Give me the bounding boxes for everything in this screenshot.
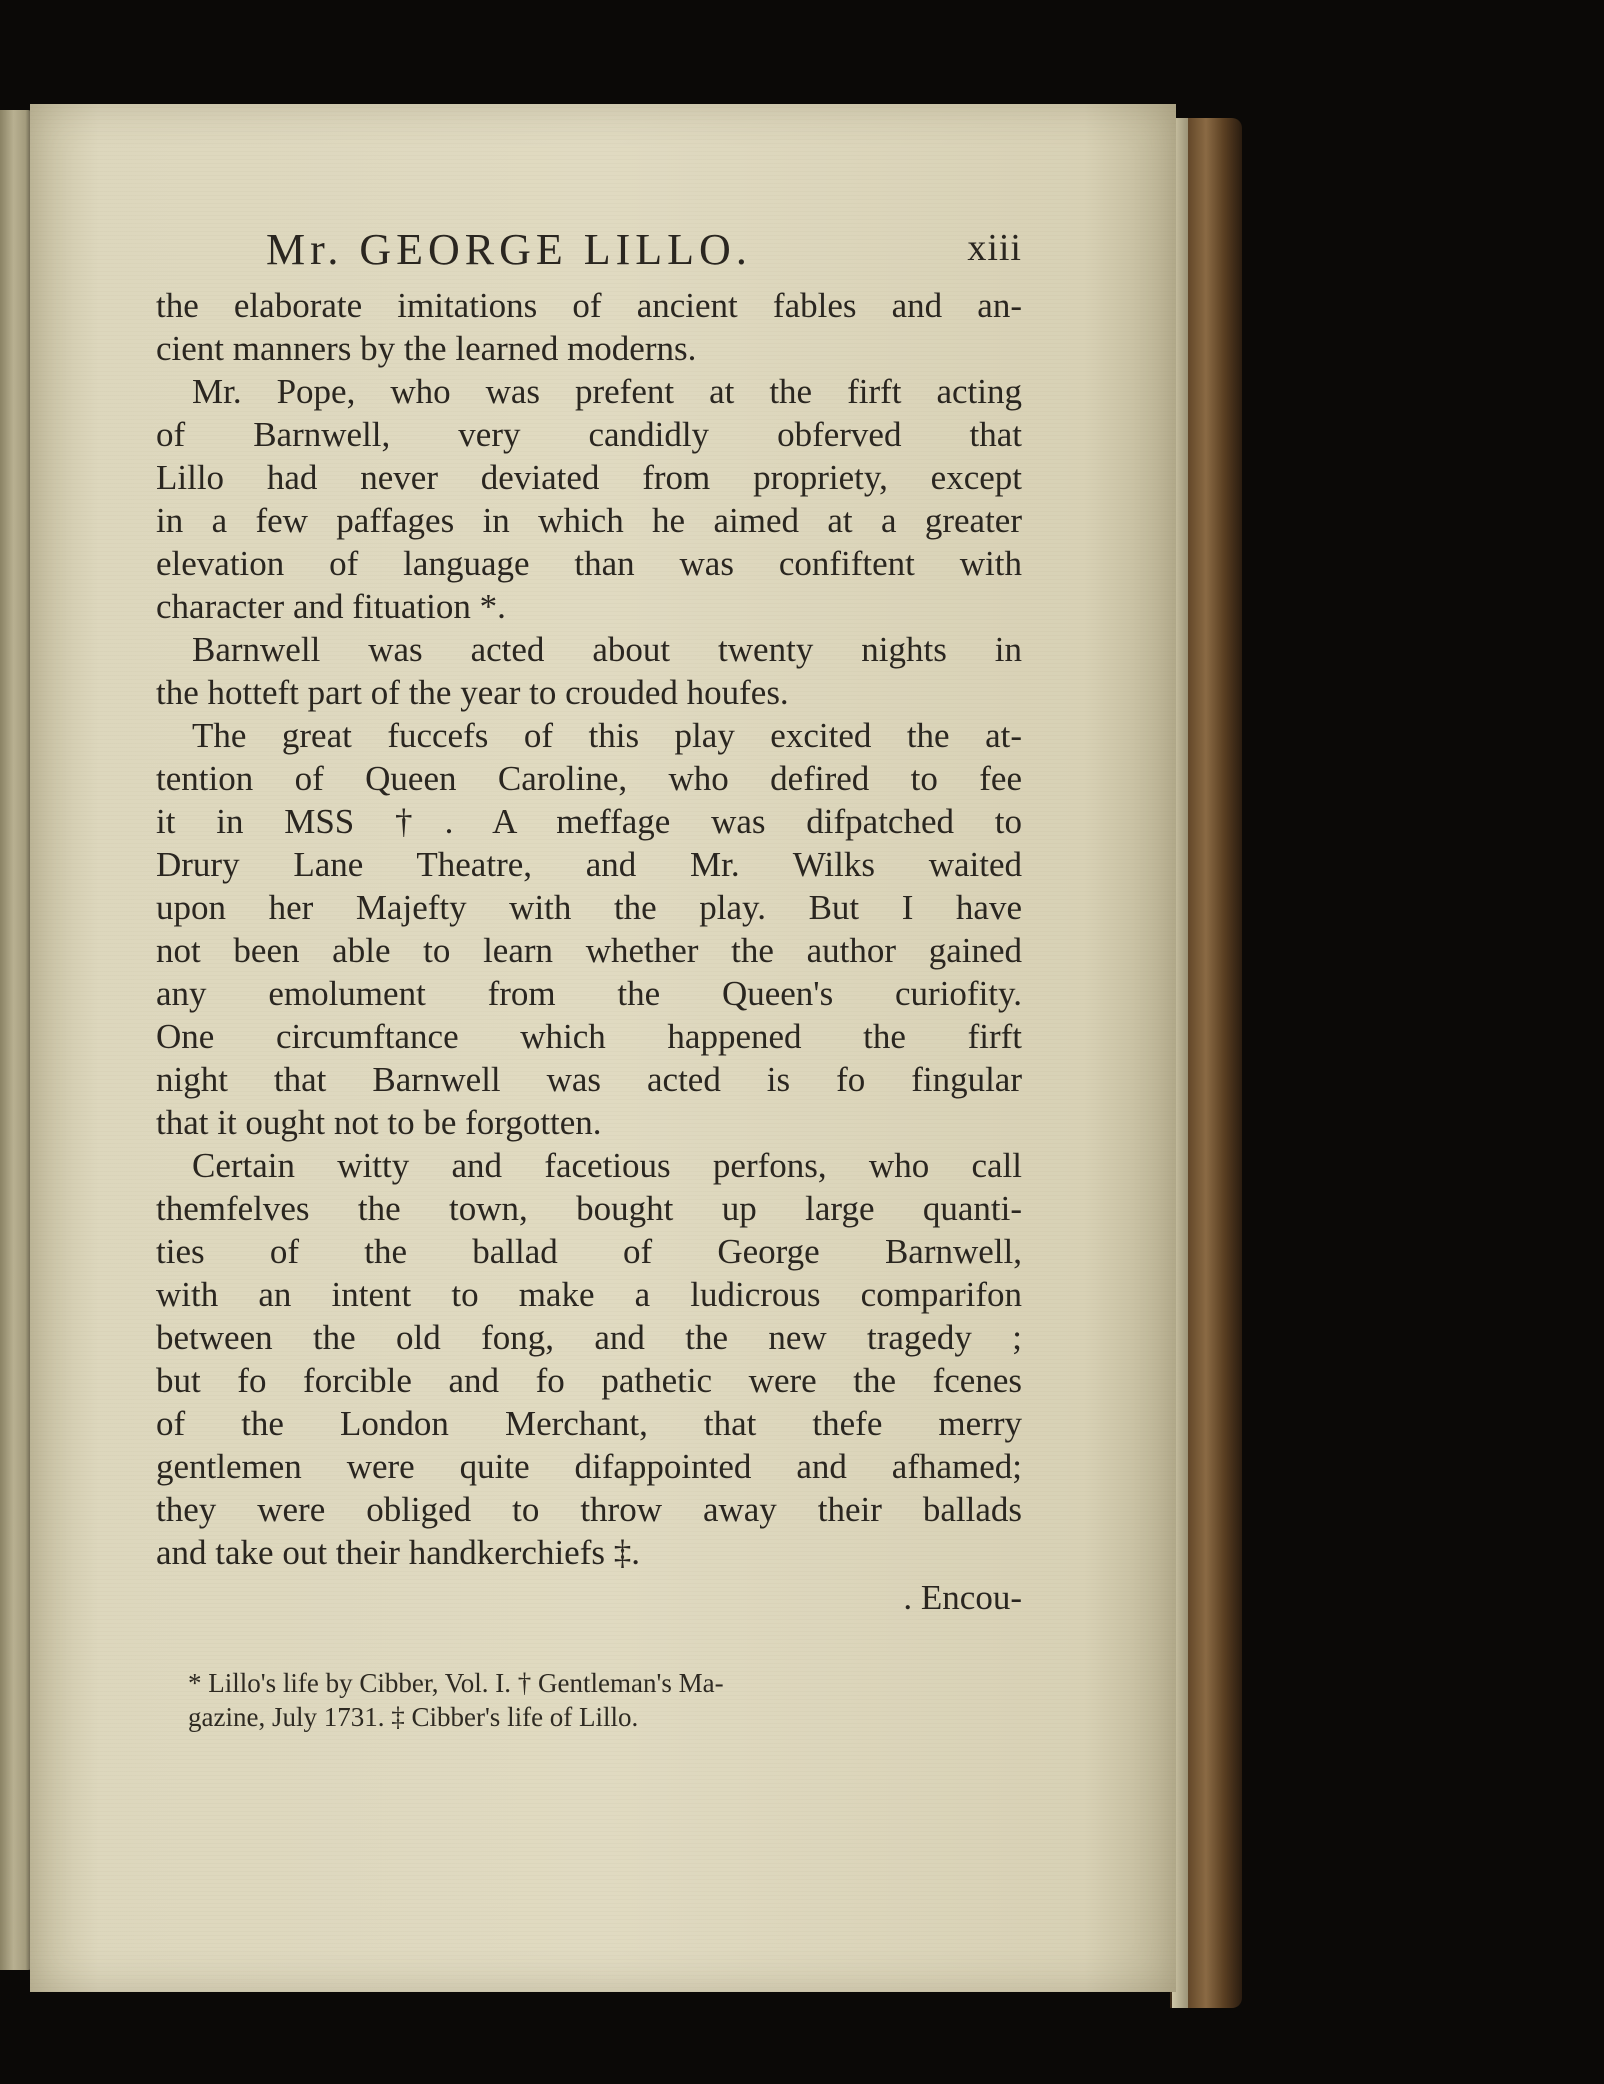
text-line: night that Barnwell was acted is fo fingular bbox=[156, 1060, 1022, 1099]
text-line: cient manners by the learned moderns. bbox=[156, 329, 697, 368]
running-head bbox=[156, 224, 1022, 284]
text-line: upon her Majefty with the play. But I have bbox=[156, 888, 1022, 927]
text-line: character and fituation *. bbox=[156, 587, 506, 626]
text-line: not been able to learn whether the author gained bbox=[156, 931, 1022, 970]
paragraph bbox=[156, 714, 1022, 1144]
text-line: in a few paffages in which he aimed at a greater bbox=[156, 501, 1022, 540]
footnote-line: * Lillo's life by Cibber, Vol. I. † Gentleman's Ma- bbox=[188, 1668, 724, 1698]
text-line: between the old fong, and the new tragedy ; bbox=[156, 1318, 1022, 1357]
book-page bbox=[30, 104, 1176, 1992]
text-line: tention of Queen Caroline, who defired to fee bbox=[156, 759, 1022, 798]
catchword-row bbox=[156, 1578, 1022, 1626]
text-line: The great fuccefs of this play excited the at- bbox=[192, 716, 1022, 755]
text-line: Mr. Pope, who was prefent at the firft acting bbox=[192, 372, 1022, 411]
text-line: any emolument from the Queen's curiofity. bbox=[156, 974, 1022, 1013]
paragraph bbox=[156, 628, 1022, 714]
paragraph bbox=[156, 1144, 1022, 1574]
facing-page-edge bbox=[0, 110, 34, 1970]
catchword: . Encou- bbox=[903, 1578, 1022, 1617]
text-line: gentlemen were quite difappointed and afhamed; bbox=[156, 1447, 1022, 1486]
text-line: ties of the ballad of George Barnwell, bbox=[156, 1232, 1022, 1271]
paragraph bbox=[156, 284, 1022, 370]
text-line: that it ought not to be forgotten. bbox=[156, 1103, 602, 1142]
text-line: and take out their handkerchiefs ‡. bbox=[156, 1533, 640, 1572]
paragraph bbox=[156, 370, 1022, 628]
text-line: the elaborate imitations of ancient fables and an- bbox=[156, 286, 1022, 325]
footnotes bbox=[156, 1666, 1022, 1734]
footnote-line: gazine, July 1731. ‡ Cibber's life of Lillo. bbox=[188, 1702, 639, 1732]
text-line: it in MSS †. A meffage was difpatched to bbox=[156, 802, 1022, 841]
running-head-title: Mr. GEORGE LILLO. bbox=[266, 225, 752, 274]
text-line: One circumftance which happened the firft bbox=[156, 1017, 1022, 1056]
text-line: elevation of language than was confiftent with bbox=[156, 544, 1022, 583]
text-block bbox=[156, 224, 1022, 1734]
text-line: but fo forcible and fo pathetic were the fcenes bbox=[156, 1361, 1022, 1400]
text-line: Barnwell was acted about twenty nights in bbox=[192, 630, 1022, 669]
text-line: with an intent to make a ludicrous comparifon bbox=[156, 1275, 1022, 1314]
page-number: xiii bbox=[967, 227, 1022, 269]
text-line: of the London Merchant, that thefe merry bbox=[156, 1404, 1022, 1443]
text-line: themfelves the town, bought up large quanti- bbox=[156, 1189, 1022, 1228]
text-line: the hotteft part of the year to crouded houfes. bbox=[156, 673, 789, 712]
text-line: they were obliged to throw away their ballads bbox=[156, 1490, 1022, 1529]
text-line: Drury Lane Theatre, and Mr. Wilks waited bbox=[156, 845, 1022, 884]
text-line: of Barnwell, very candidly obferved that bbox=[156, 415, 1022, 454]
text-line: Certain witty and facetious perfons, who call bbox=[192, 1146, 1022, 1185]
text-line: Lillo had never deviated from propriety, except bbox=[156, 458, 1022, 497]
